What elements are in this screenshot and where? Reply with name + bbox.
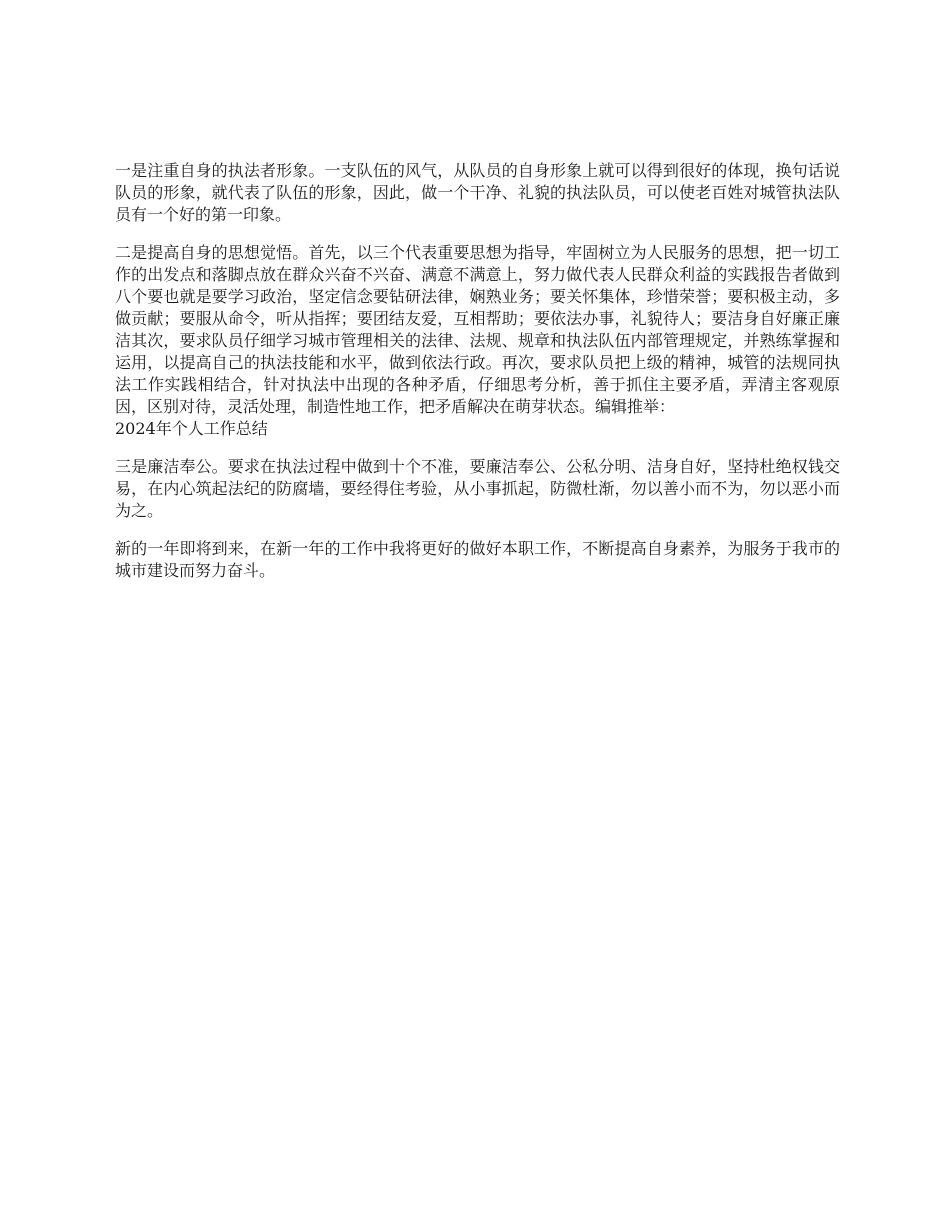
paragraph-ideological-awareness <box>115 242 840 440</box>
paragraph-image-of-law-enforcer <box>115 160 840 226</box>
paragraph-integrity <box>115 456 840 522</box>
paragraph-text: 一是注重自身的执法者形象。一支队伍的风气，从队员的自身形象上就可以得到很好的体现，换句话说队员的形象，就代表了队伍的形象，因此，做一个干净、礼貌的执法队员，可以使老百姓对城管执法队员有一个好的第一印象。 <box>115 161 840 224</box>
paragraph-text: 二是提高自身的思想觉悟。首先，以三个代表重要思想为指导，牢固树立为人民服务的思想，把一切工作的出发点和落脚点放在群众兴奋不兴奋、满意不满意上，努力做代表人民群众利益的实践报告者做到八个要也就是要学习政治，坚定信念要钻研法律，娴熟业务；要关怀集体，珍惜荣誉；要积极主动，多做贡献；要服从命令，听从指挥；要团结友爱，互相帮助；要依法办事，礼貌待人；要洁身自好廉正廉洁其次，要求队员仔细学习城市管理相关的法律、法规、规章和执法队伍内部管理规定，并熟练掌握和运用，以提高自己的执法技能和水平，做到依法行政。再次，要求队员把上级的精神，城管的法规同执法工作实践相结合，针对执法中出现的各种矛盾，仔细思考分析，善于抓住主要矛盾，弄清主客观原因，区别对待，灵活处理，制造性地工作，把矛盾解决在萌芽状态。编辑推举： <box>115 243 840 416</box>
recommended-link-text: 2024年个人工作总结 <box>115 419 268 438</box>
paragraph-text: 三是廉洁奉公。要求在执法过程中做到十个不准，要廉洁奉公、公私分明、洁身自好，坚持杜绝权钱交易，在内心筑起法纪的防腐墙，要经得住考验，从小事抓起，防微杜渐，勿以善小而不为，勿以恶小而为之。 <box>115 457 840 520</box>
document-page <box>115 160 840 598</box>
paragraph-new-year <box>115 538 840 582</box>
paragraph-text: 新的一年即将到来，在新一年的工作中我将更好的做好本职工作，不断提高自身素养，为服务于我市的城市建设而努力奋斗。 <box>115 539 840 580</box>
